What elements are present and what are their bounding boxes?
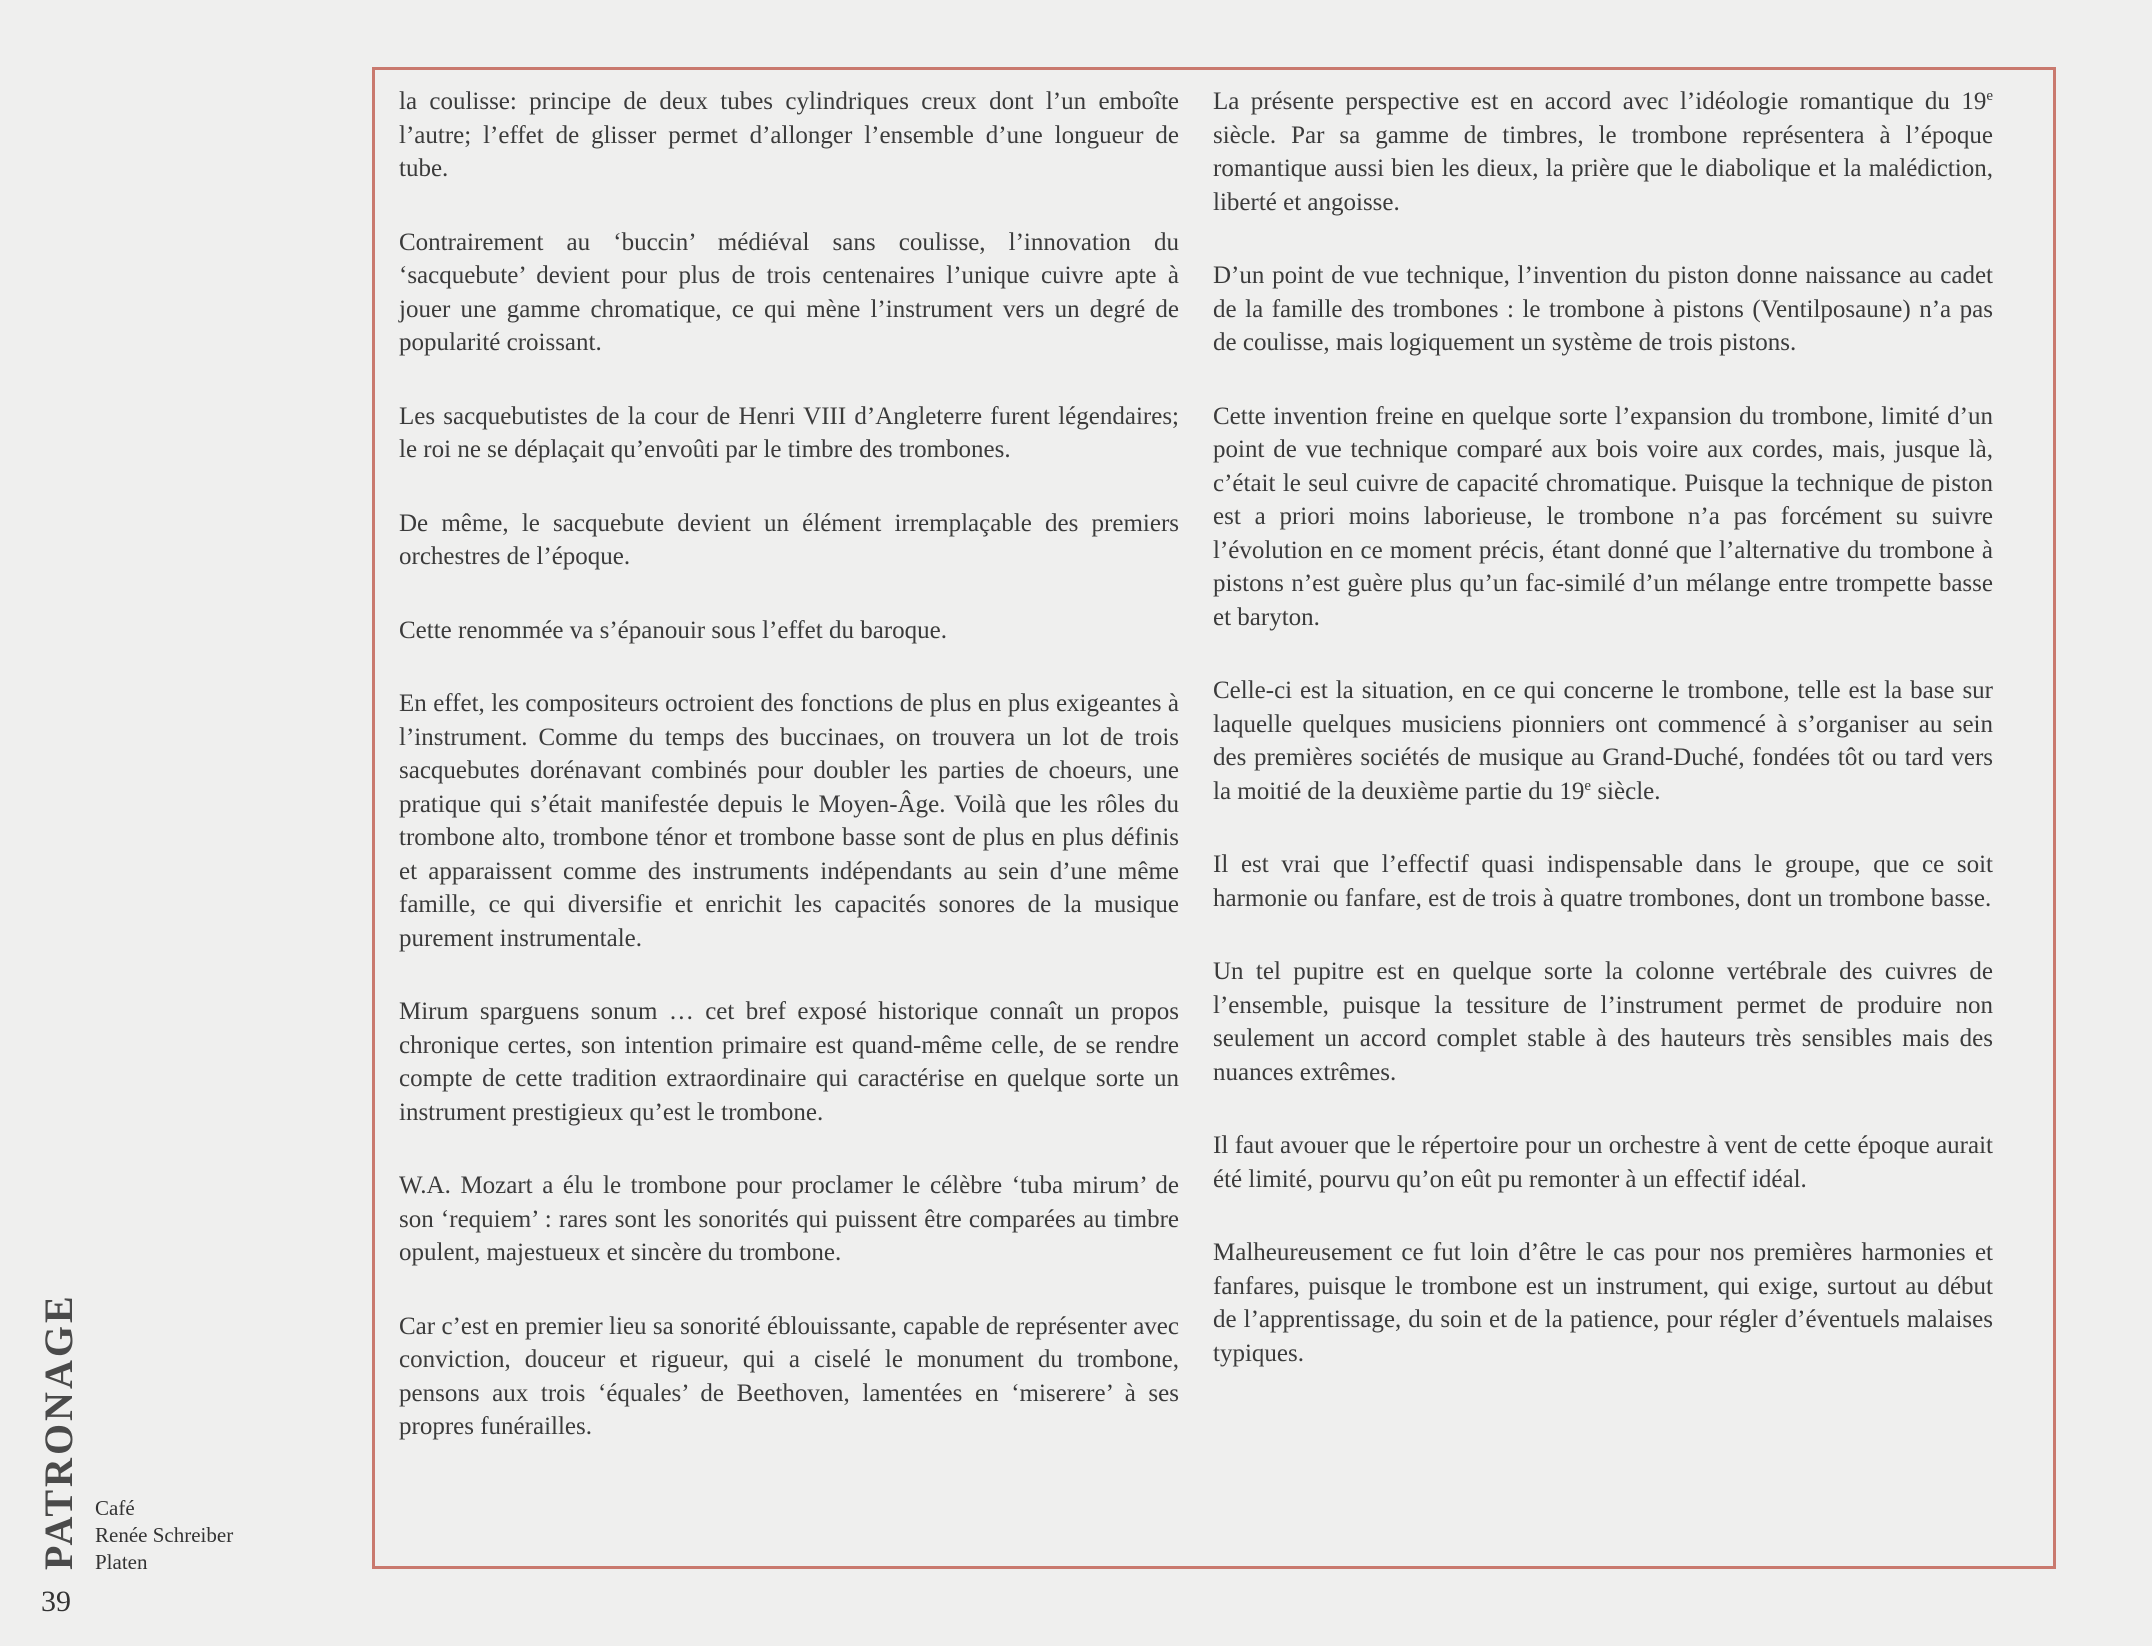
paragraph: Contrairement au ‘buccin’ médiéval sans coulisse, l’innovation du ‘sacquebute’ devient pour plus de trois centenaires l’unique cuivre apte à jouer une gamme chromatique, ce qui mène l’instrument vers un degré de popularité croissant. <box>399 228 1179 356</box>
paragraph: W.A. Mozart a élu le trombone pour proclamer le célèbre ‘tuba mirum’ de son ‘requiem’ : rares sont les sonorités qui puissent être comparées au timbre opulent, majestueux et sincère du trombone. <box>399 1172 1179 1266</box>
ordinal-superscript: e <box>1986 88 1993 104</box>
sponsor-line: Renée Schreiber <box>95 1523 234 1547</box>
paragraph-text: La présente perspective est en accord avec l’idéologie romantique du 19 <box>1213 88 1987 115</box>
sponsor-line: Café <box>95 1496 135 1520</box>
section-side-title: PATRONAGE <box>36 1293 81 1570</box>
paragraph: D’un point de vue technique, l’invention du piston donne naissance au cadet de la famille des trombones : le trombone à pistons (Ventilposaune) n’a pas de coulisse, mais logiquement un système de trois pistons. <box>1213 262 1993 356</box>
sponsor-block <box>95 1495 233 1576</box>
paragraph: De même, le sacquebute devient un élément irremplaçable des premiers orchestres de l’époque. <box>399 509 1179 570</box>
paragraph <box>1213 674 1993 808</box>
paragraph <box>1213 85 1993 219</box>
paragraph-text: Celle-ci est la situation, en ce qui concerne le trombone, telle est la base sur laquelle quelques musiciens pionniers ont commencé à s’organiser au sein des premières sociétés de musique au Grand-Duché, fondées tôt ou tard vers la moitié de la deuxième partie du 19 <box>1213 677 1993 805</box>
paragraph: la coulisse: principe de deux tubes cylindriques creux dont l’un emboîte l’autre; l’effet de glisser permet d’allonger l’ensemble d’une longueur de tube. <box>399 88 1179 182</box>
page-number: 39 <box>41 1585 71 1618</box>
paragraph: Cette renommée va s’épanouir sous l’effet du baroque. <box>399 616 947 644</box>
paragraph: Il est vrai que l’effectif quasi indispensable dans le groupe, que ce soit harmonie ou fanfare, est de trois à quatre trombones, dont un trombone basse. <box>1213 851 1993 912</box>
left-text-column <box>399 85 1179 1484</box>
paragraph: Malheureusement ce fut loin d’être le cas pour nos premières harmonies et fanfares, puisque le trombone est un instrument, qui exige, surtout au début de l’apprentissage, du soin et de la patience, pour régler d’éventuels malaises typiques. <box>1213 1239 1993 1367</box>
paragraph: Car c’est en premier lieu sa sonorité éblouissante, capable de représenter avec conviction, douceur et rigueur, qui a ciselé le monument du trombone, pensons aux trois ‘équales’ de Beethoven, lamentées en ‘miserere’ à ses propres funérailles. <box>399 1312 1179 1440</box>
sponsor-line: Platen <box>95 1550 148 1574</box>
paragraph: Les sacquebutistes de la cour de Henri VIII d’Angleterre furent légendaires; le roi ne se déplaçait qu’envoûti par le timbre des trombones. <box>399 402 1179 463</box>
paragraph: Cette invention freine en quelque sorte l’expansion du trombone, limité d’un point de vue technique comparé aux bois voire aux cordes, mais, jusque là, c’était le seul cuivre de capacité chromatique. Puisque la technique de piston est a priori moins laborieuse, le trombone n’a pas forcément su suivre l’évolution en ce moment précis, étant donné que l’alternative du trombone à pistons n’est guère plus qu’un fac-similé d’un mélange entre trompette basse et baryton. <box>1213 402 1993 631</box>
right-text-column <box>1213 85 1993 1410</box>
paragraph-text: siècle. <box>1591 777 1661 805</box>
paragraph: En effet, les compositeurs octroient des fonctions de plus en plus exigeantes à l’instrument. Comme du temps des buccinaes, on trouvera un lot de trois sacquebutes dorénavant combinés pour doubler les parties de choeurs, une pratique qui s’était manifestée depuis le Moyen-Âge. Voilà que les rôles du trombone alto, trombone ténor et trombone basse sont de plus en plus définis et apparaissent comme des instruments indépendants au sein d’une même famille, ce qui diversifie et enrichit les capacités sonores de la musique purement instrumentale. <box>399 690 1179 952</box>
paragraph: Il faut avouer que le répertoire pour un orchestre à vent de cette époque aurait été limité, pourvu qu’on eût pu remonter à un effectif idéal. <box>1213 1132 1993 1193</box>
paragraph-text: siècle. Par sa gamme de timbres, le trombone représentera à l’époque romantique aussi bien les dieux, la prière que le diabolique et la malédiction, liberté et angoisse. <box>1213 121 1993 216</box>
paragraph: Un tel pupitre est en quelque sorte la colonne vertébrale des cuivres de l’ensemble, puisque la tessiture de l’instrument permet de produire non seulement un accord complet stable à des hauteurs très sensibles mais des nuances extrêmes. <box>1213 958 1993 1086</box>
ordinal-superscript: e <box>1584 777 1592 794</box>
paragraph: Mirum sparguens sonum … cet bref exposé historique connaît un propos chronique certes, son intention primaire est quand-même celle, de se rendre compte de cette tradition extraordinaire qui caractérise en quelque sorte un instrument prestigieux qu’est le trombone. <box>399 998 1179 1126</box>
